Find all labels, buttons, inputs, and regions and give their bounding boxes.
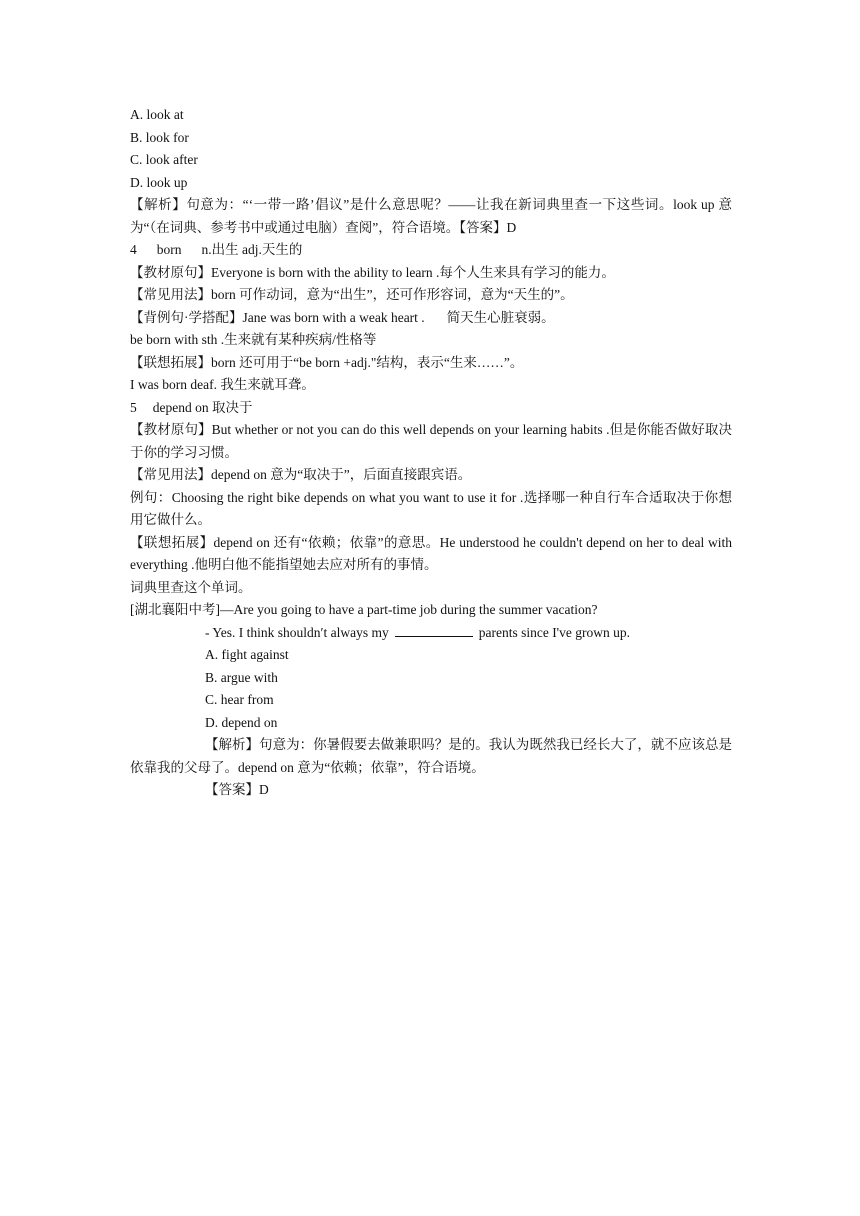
analysis-text: 【解析】句意为：你暑假要去做兼职吗？是的。我认为既然我已经长大了，就不应该总是依靠我的父母了。depend on 意为“依赖；依靠”，符合语境。 <box>130 737 732 775</box>
item-word: born <box>156 242 182 257</box>
option-d: D. look up <box>130 174 188 190</box>
example-english: 【背例句·学搭配】Jane was born with a weak heart . <box>130 309 425 325</box>
answer-after-blank: parents since I've grown up. <box>478 624 630 640</box>
item-heading <box>130 397 732 420</box>
option-d: D. depend on <box>205 714 278 730</box>
document-page <box>130 104 732 802</box>
vocab-item-born <box>130 239 732 397</box>
common-usage: 【常见用法】depend on 意为“取决于”，后面直接跟宾语。 <box>130 467 472 482</box>
option-a: A. look at <box>130 107 184 122</box>
extension-example: I was born deaf. 我生来就耳聋。 <box>130 377 315 392</box>
example-sentence <box>130 307 732 330</box>
item-heading <box>130 239 732 262</box>
extension: 【联想拓展】depend on 还有“依赖；依靠”的意思。He understood he couldn't depend on her to deal with everything .他明白他不能指望她去应对所有的事情。 <box>130 534 732 572</box>
option-b: B. look for <box>130 129 189 145</box>
answer-before-blank: - Yes. I think shouldn′t always my <box>205 624 389 640</box>
common-usage: 【常见用法】born 可作动词，意为“出生”，还可作形容词，意为“天生的”。 <box>130 287 574 302</box>
stray-text: 词典里查这个单词。 <box>130 579 252 595</box>
textbook-sentence: 【教材原句】But whether or not you can do this well depends on your learning habits .但是你能否做好取决于你的学习习惯。 <box>130 422 732 460</box>
example-chinese: 简天生心脏衰弱。 <box>446 309 555 325</box>
option-c: C. look after <box>130 152 198 167</box>
item-meaning: n.出生 adj.天生的 <box>201 242 303 257</box>
next-question <box>130 599 732 802</box>
textbook-sentence: 【教材原句】Everyone is born with the ability to learn .每个人生来具有学习的能力。 <box>130 264 615 280</box>
item-word: depend on 取决于 <box>152 399 253 415</box>
vocab-item-depend-on <box>130 397 732 600</box>
collocation: be born with sth .生来就有某种疾病/性格等 <box>130 332 377 347</box>
question-answer-line <box>130 622 732 645</box>
previous-question <box>130 104 732 239</box>
answer-text: 【答案】D <box>205 782 269 797</box>
option-b: B. argue with <box>205 669 278 685</box>
analysis-text: 【解析】句意为：“‘一带一路’倡议”是什么意思呢？——让我在新词典里查一下这些词。look up 意为“（在词典、参考书中或通过电脑）查阅”，符合语境。【答案】D <box>130 197 732 235</box>
option-c: C. hear from <box>205 692 274 707</box>
item-number: 5 <box>130 399 137 415</box>
item-number: 4 <box>130 242 137 257</box>
question-stem: [湖北襄阳中考]—Are you going to have a part-time job during the summer vacation? <box>130 602 598 617</box>
option-a: A. fight against <box>205 647 289 662</box>
answer-blank <box>395 624 473 637</box>
extension: 【联想拓展】born 还可用于“be born +adj."结构，表示“生来……”。 <box>130 354 524 370</box>
example-sentence: 例句：Choosing the right bike depends on what you want to use it for .选择哪一种自行车合适取决于你想用它做什么。 <box>130 489 732 527</box>
